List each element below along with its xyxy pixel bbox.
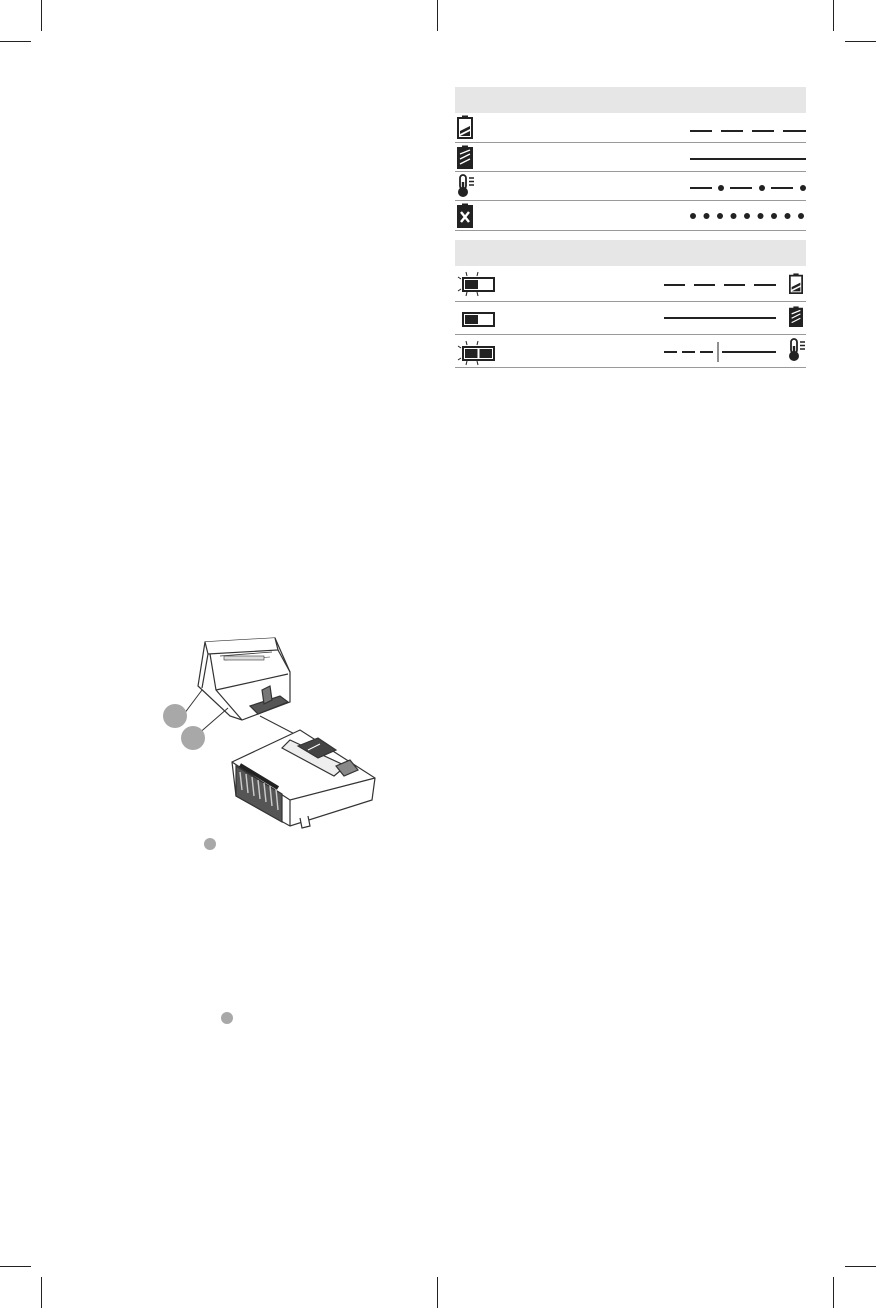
crop-mark-bottom-left-v — [41, 1277, 42, 1308]
crop-mark-top-right-v — [833, 0, 834, 31]
row-divider — [455, 200, 806, 201]
row-divider — [455, 367, 806, 368]
crop-mark-top-left-v — [41, 0, 42, 31]
crop-mark-bottom-left-h — [0, 1266, 31, 1267]
battery-half-icon — [457, 115, 473, 139]
fuel-gauge-all-blinking-icon — [456, 340, 498, 366]
row-divider — [455, 301, 806, 302]
reference-dot — [221, 1012, 233, 1024]
fuel-gauge-blinking-icon — [456, 271, 498, 297]
row-divider — [455, 334, 806, 335]
battery-pack — [198, 638, 290, 720]
battery-and-charger-illustration — [150, 630, 390, 840]
battery-full-icon — [789, 305, 803, 328]
charger-base — [232, 730, 375, 828]
thermometer-icon — [788, 338, 806, 362]
pattern-dots — [690, 213, 806, 219]
fuel-gauge-steady-icon — [456, 306, 498, 332]
callout-circle-1 — [163, 704, 187, 728]
row-divider — [455, 171, 806, 172]
pattern-solid — [664, 316, 776, 320]
crop-mark-top-left-h — [0, 41, 31, 42]
crop-mark-bottom-right-h — [845, 1266, 876, 1267]
pattern-long-dash — [690, 129, 806, 133]
pattern-solid — [690, 157, 806, 161]
pattern-long-dash — [664, 283, 776, 287]
battery-full-icon — [457, 145, 473, 169]
fuel-gauge-table-header — [455, 240, 806, 266]
pattern-dash-dot — [690, 185, 806, 191]
battery-fault-icon — [457, 203, 473, 228]
row-divider — [455, 142, 806, 143]
charger-table-header — [455, 87, 806, 113]
thermometer-icon — [457, 174, 475, 198]
battery-half-icon — [789, 272, 803, 295]
callout-circle-2 — [181, 726, 205, 750]
pattern-short-dash-then-solid — [664, 342, 776, 362]
crop-mark-top-center — [437, 0, 438, 31]
crop-mark-bottom-center — [437, 1277, 438, 1308]
row-divider — [455, 230, 806, 231]
crop-mark-bottom-right-v — [833, 1277, 834, 1308]
crop-mark-top-right-h — [845, 41, 876, 42]
reference-dot — [204, 838, 216, 850]
